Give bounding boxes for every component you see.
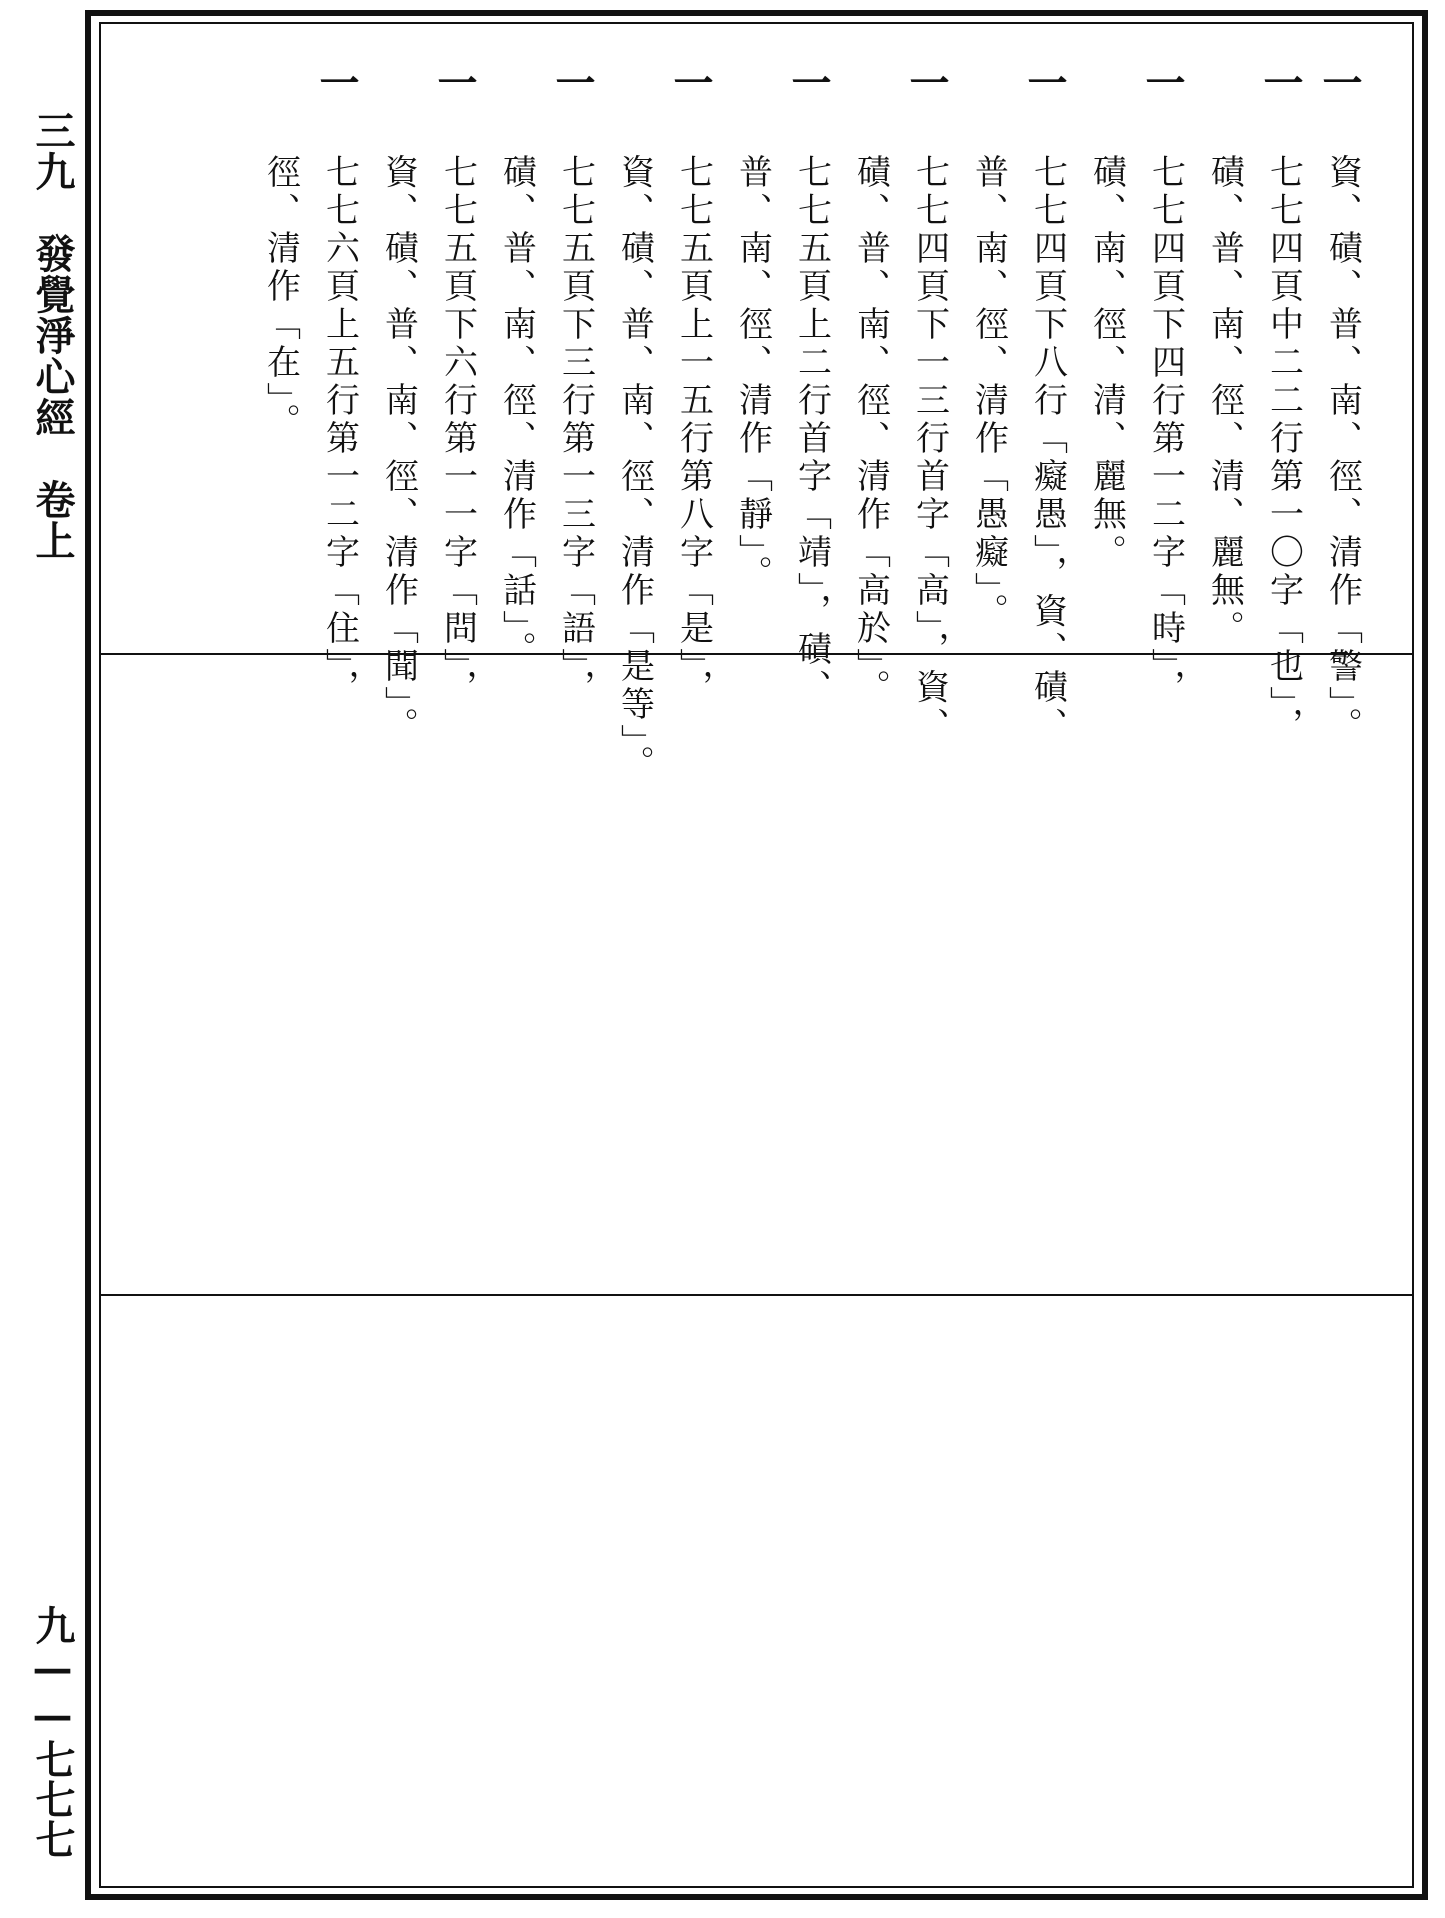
note-text: 七七四頁下八行「癡愚」，資、磧、	[1027, 154, 1068, 745]
note-text: 徑、清作「在」。	[260, 154, 301, 441]
note-text: 七七五頁上二行首字「靖」，磧、	[791, 154, 832, 707]
page-frame-inner	[99, 22, 1414, 1888]
page-frame	[85, 10, 1428, 1900]
note-text: 七七五頁下六行第一一字「問」，	[437, 154, 478, 707]
note-marker: 一	[791, 60, 832, 107]
register-divider-1	[101, 653, 1412, 655]
note-marker: 一	[437, 60, 478, 107]
register-divider-2	[101, 1294, 1412, 1296]
note-text: 普、南、徑、清作「愚癡」。	[968, 154, 1009, 631]
page-number: 九——七七七	[29, 1605, 76, 1859]
note-marker: 一	[673, 60, 714, 107]
note-text: 資、磧、普、南、徑、清作「警」。	[1322, 154, 1363, 745]
register-bottom	[101, 1297, 1412, 1886]
register-top	[101, 24, 1412, 783]
note-marker: 一	[319, 60, 360, 107]
note-text: 磧、普、南、徑、清、麗無。	[1204, 154, 1245, 648]
note-text: 七七四頁下一三行首字「高」，資、	[909, 154, 950, 745]
note-text: 七七六頁上五行第一二字「住」，	[319, 154, 360, 707]
note-text: 資、磧、普、南、徑、清作「是等」。	[614, 154, 655, 783]
note-text: 七七五頁上一五行第八字「是」，	[673, 154, 714, 707]
running-title: 三九 發覺淨心經 卷上	[29, 110, 76, 561]
note-text: 七七四頁中二二行第一〇字「也」，	[1263, 154, 1304, 745]
note-text: 七七四頁下四行第一二字「時」，	[1145, 154, 1186, 707]
note-text: 普、南、徑、清作「靜」。	[732, 154, 773, 593]
note-marker: 一	[1322, 60, 1363, 107]
note-marker: 一	[1263, 60, 1304, 107]
note-marker: 一	[909, 60, 950, 107]
note-text: 七七五頁下三行第一三字「語」，	[555, 154, 596, 707]
note-text: 磧、普、南、徑、清作「高於」。	[850, 154, 891, 707]
note-text: 磧、普、南、徑、清作「話」。	[496, 154, 537, 669]
note-marker: 一	[1145, 60, 1186, 107]
note-text: 磧、南、徑、清、麗無。	[1086, 154, 1127, 572]
note-text: 資、磧、普、南、徑、清作「聞」。	[378, 154, 419, 745]
note-marker: 一	[1027, 60, 1068, 107]
note-marker: 一	[555, 60, 596, 107]
register-middle	[101, 656, 1412, 1292]
